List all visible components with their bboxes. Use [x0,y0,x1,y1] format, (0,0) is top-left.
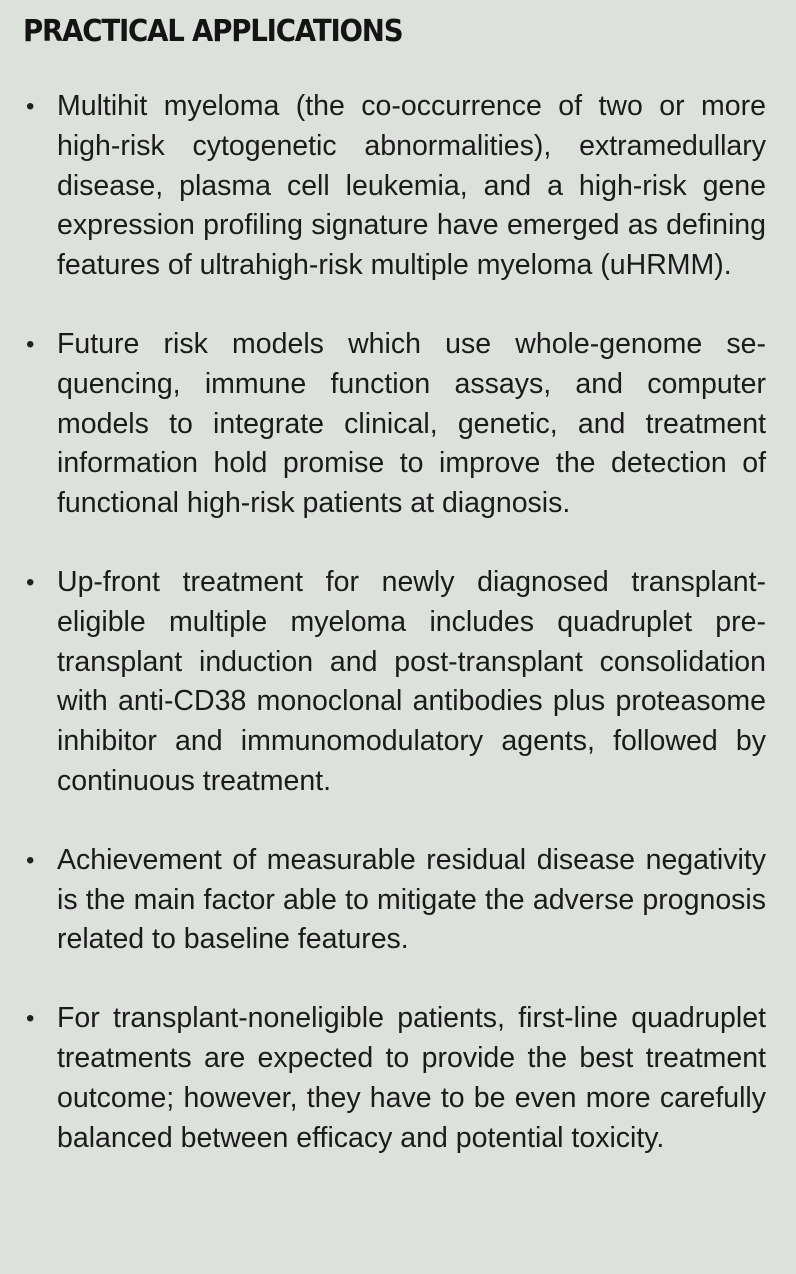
list-item-text: Achievement of measurable residual disease negativity is the main factor able to mitigate the adverse prognosis related to baseline features. [57,843,766,956]
bullet-icon: • [26,846,35,874]
bullet-list [22,87,766,1158]
list-item-text: Multihit myeloma (the co-occurrence of two or more high-risk cytogenetic abnormalities), extramedullary disease, plasma cell leukemia, and a high-risk gene expression profiling signature have emerged as defining features of ultrahigh-risk multiple myeloma (uHRMM). [57,90,766,282]
bullet-icon: • [26,93,35,120]
list-item [22,87,766,286]
bullet-icon: • [26,330,35,358]
list-item-text: Up-front treatment for newly diagnosed transplant-eligible multiple myeloma includes quadruplet pretransplant induction and post-transplant consolidation with anti-CD38 monoclonal antibodies plus proteasome inhibitor and immunomodulatory agents, followed by continuous treatment. [57,565,766,797]
section-heading: PRACTICAL APPLICATIONS [23,14,403,49]
list-item [22,841,766,960]
bullet-icon: • [26,1005,35,1033]
list-item [22,325,766,524]
list-item [22,563,766,802]
bullet-icon: • [26,568,35,596]
list-item [22,999,766,1158]
list-item-text: For transplant-noneligible patients, first-line quadruplet treatments are expected to provide the best treatment outcome; however, they have to be even more carefully balanced between efficacy and potential toxicity. [57,1002,766,1154]
list-item-text: Future risk models which use whole-genome sequencing, immune function assays, and computer models to integrate clinical, genetic, and treatment information hold promise to improve the detection of functional high-risk patients at diagnosis. [57,327,766,520]
